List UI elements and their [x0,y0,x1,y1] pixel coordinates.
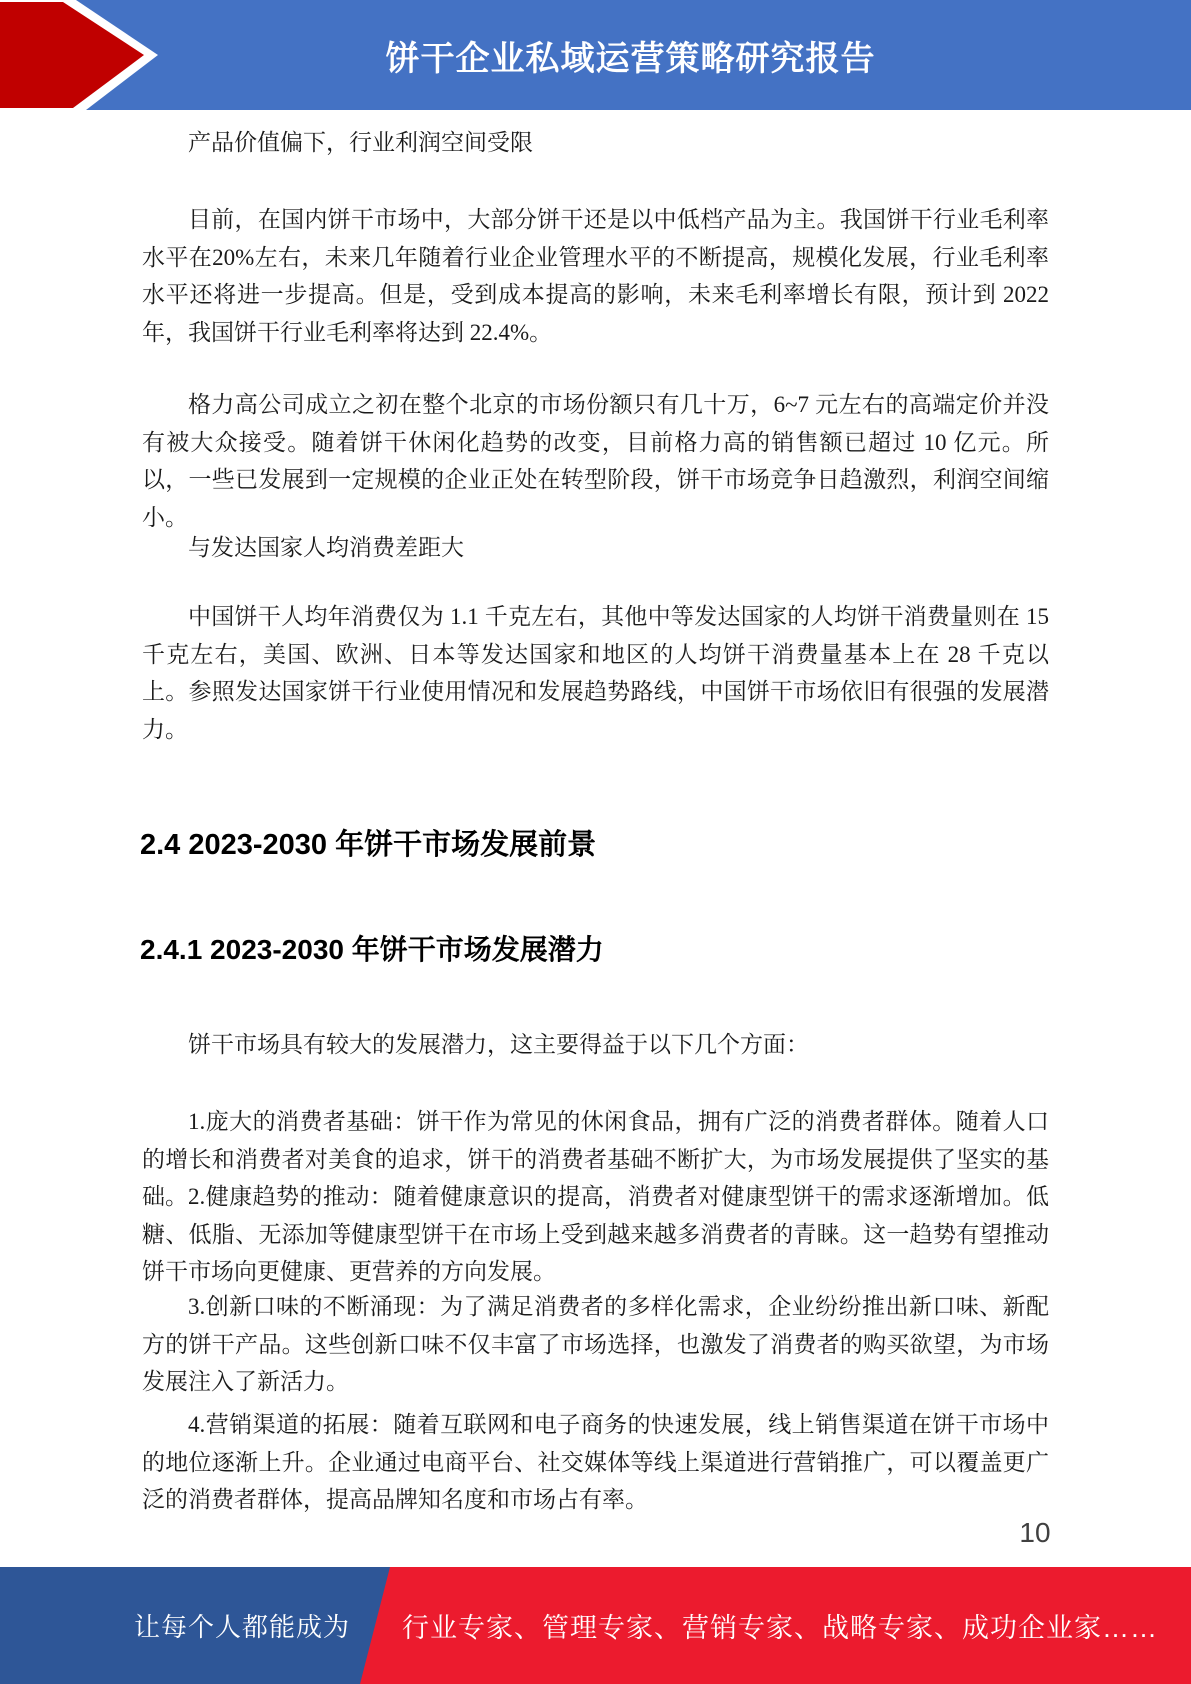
statement-consumption-gap: 与发达国家人均消费差距大 [188,535,464,560]
list-item-new-flavors: 3.创新口味的不断涌现：为了满足消费者的多样化需求，企业纷纷推出新口味、新配方的饼干产品。这些创新口味不仅丰富了市场选择，也激发了消费者的购买欲望，为市场发展注入了新活力。 [142,1294,1049,1395]
paragraph-potential-intro: 饼干市场具有较大的发展潜力，这主要得益于以下几个方面： [188,1032,809,1057]
section-heading-2-4: 2.4 2023-2030 年饼干市场发展前景 [140,829,597,861]
list-item-consumer-base: 1.庞大的消费者基础：饼干作为常见的休闲食品，拥有广泛的消费者群体。随着人口的增长和消费者对美食的追求，饼干的消费者基础不断扩大，为市场发展提供了坚实的基础。 [142,1109,1049,1210]
section-heading-2-4-1: 2.4.1 2023-2030 年饼干市场发展潜力 [140,934,604,965]
footer-slogan-left: 让每个人都能成为 [133,1612,350,1642]
page-footer [0,1567,1191,1684]
paragraph-consumption: 中国饼干人均年消费仅为 1.1 千克左右，其他中等发达国家的人均饼干消费量则在 15 千克左右，美国、欧洲、日本等发达国家和地区的人均饼干消费量基本上在 28 千克以上。参照发达国家饼干行业使用情况和发展趋势路线，中国饼干市场依旧有很强的发展潜力。 [142,604,1049,742]
page-header-banner [0,0,1191,110]
report-title: 饼干企业私域运营策略研究报告 [385,39,876,78]
paragraph-glico: 格力高公司成立之初在整个北京的市场份额只有几十万，6~7 元左右的高端定价并没有被大众接受。随着饼干休闲化趋势的改变，目前格力高的销售额已超过 10 亿元。所以，一些已发展到一定规模的企业正处在转型阶段，饼干市场竞争日趋激烈，利润空间缩小。 [142,392,1049,530]
list-item-marketing-channels: 4.营销渠道的拓展：随着互联网和电子商务的快速发展，线上销售渠道在饼干市场中的地位逐渐上升。企业通过电商平台、社交媒体等线上渠道进行营销推广，可以覆盖更广泛的消费者群体，提高品牌知名度和市场占有率。 [142,1412,1049,1513]
page-number: 10 [1019,1517,1051,1548]
footer-slogan-right: 行业专家、管理专家、营销专家、战略专家、成功企业家…… [402,1613,1158,1643]
list-item-health-trend: 2.健康趋势的推动：随着健康意识的提高，消费者对健康型饼干的需求逐渐增加。低糖、低脂、无添加等健康型饼干在市场上受到越来越多消费者的青睐。这一趋势有望推动饼干市场向更健康、更营养的方向发展。 [142,1184,1049,1285]
paragraph-profit-margin: 目前，在国内饼干市场中，大部分饼干还是以中低档产品为主。我国饼干行业毛利率水平在20%左右，未来几年随着行业企业管理水平的不断提高，规模化发展，行业毛利率水平还将进一步提高。但是，受到成本提高的影响，未来毛利率增长有限，预计到 2022 年，我国饼干行业毛利率将达到 22.4%。 [142,207,1049,345]
statement-product-value: 产品价值偏下，行业利润空间受限 [188,130,533,155]
red-arrow-icon [0,0,170,110]
